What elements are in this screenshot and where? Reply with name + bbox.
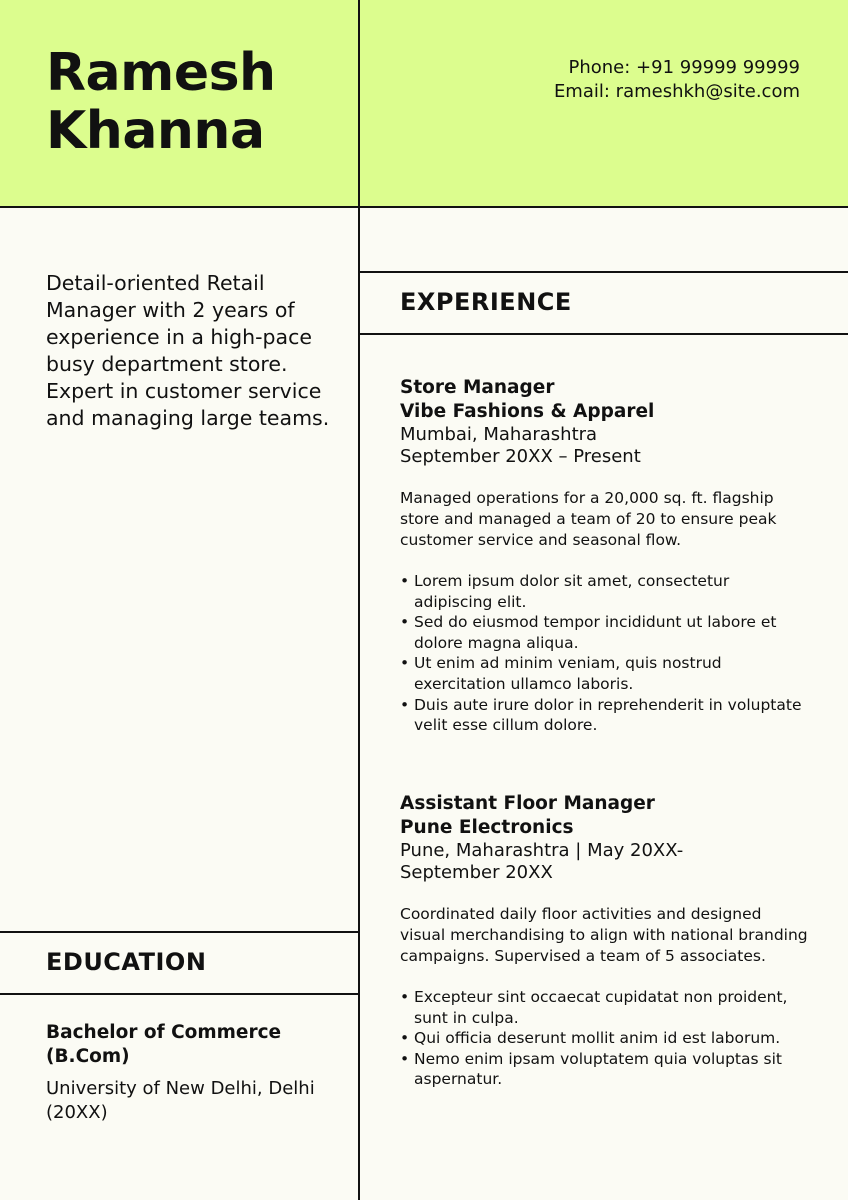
profile-summary: Detail-oriented Retail Manager with 2 years of experience in a high-pace busy department store. Expert in customer service and managing large teams. [46, 271, 330, 430]
bullet-item: • Sed do eiusmod tempor incididunt ut labore et dolore magna aliqua. [400, 612, 810, 653]
job-description: Coordinated daily floor activities and designed visual merchandising to align with national branding campaigns. Supervised a team of 5 associates. [400, 905, 808, 965]
bullet-item: • Qui officia deserunt mollit anim id est laborum. [400, 1028, 810, 1049]
job-location: Pune, Maharashtra | May 20XX- [400, 840, 684, 861]
contact-info [554, 56, 800, 104]
job-description: Managed operations for a 20,000 sq. ft. flagship store and managed a team of 20 to ensure peak customer service and seasonal flow. [400, 489, 777, 549]
experience-top-rule [358, 271, 848, 273]
degree-name: Bachelor of Commerce (B.Com) [46, 1022, 282, 1067]
education-top-rule [0, 931, 360, 933]
email-text: Email: rameshkh@site.com [553, 81, 800, 102]
school-name: University of New Delhi, Delhi (20XX) [46, 1078, 315, 1123]
experience-heading: EXPERIENCE [400, 288, 572, 316]
education-heading: EDUCATION [46, 948, 207, 976]
first-name: Ramesh [46, 43, 276, 103]
header-divider [0, 206, 848, 208]
education-entry [46, 1021, 346, 1125]
bullet-item: • Ut enim ad minim veniam, quis nostrud exercitation ullamco laboris. [400, 653, 810, 694]
experience-bottom-rule [358, 333, 848, 335]
bullet-item: • Nemo enim ipsam voluptatem quia voluptas sit aspernatur. [400, 1049, 810, 1090]
last-name: Khanna [46, 101, 265, 161]
bullet-item: • Duis aute irure dolor in reprehenderit in voluptate velit esse cillum dolore. [400, 695, 810, 736]
job-bullets [400, 571, 810, 736]
education-bottom-rule [0, 993, 360, 995]
job-role: Store Manager [400, 377, 555, 398]
job-entry [400, 376, 810, 736]
job-bullets [400, 987, 810, 1090]
job-company: Pune Electronics [400, 817, 574, 838]
job-entry [400, 792, 810, 1090]
job-dates: September 20XX [400, 862, 553, 883]
job-location: Mumbai, Maharashtra [400, 424, 598, 445]
job-role: Assistant Floor Manager [400, 793, 655, 814]
job-company: Vibe Fashions & Apparel [400, 401, 655, 422]
bullet-item: • Lorem ipsum dolor sit amet, consectetur adipiscing elit. [400, 571, 810, 612]
column-divider [358, 0, 360, 1200]
phone-text: Phone: +91 99999 99999 [568, 57, 800, 78]
bullet-item: • Excepteur sint occaecat cupidatat non proident, sunt in culpa. [400, 987, 810, 1028]
candidate-name [46, 44, 346, 160]
job-dates: September 20XX – Present [400, 446, 641, 467]
